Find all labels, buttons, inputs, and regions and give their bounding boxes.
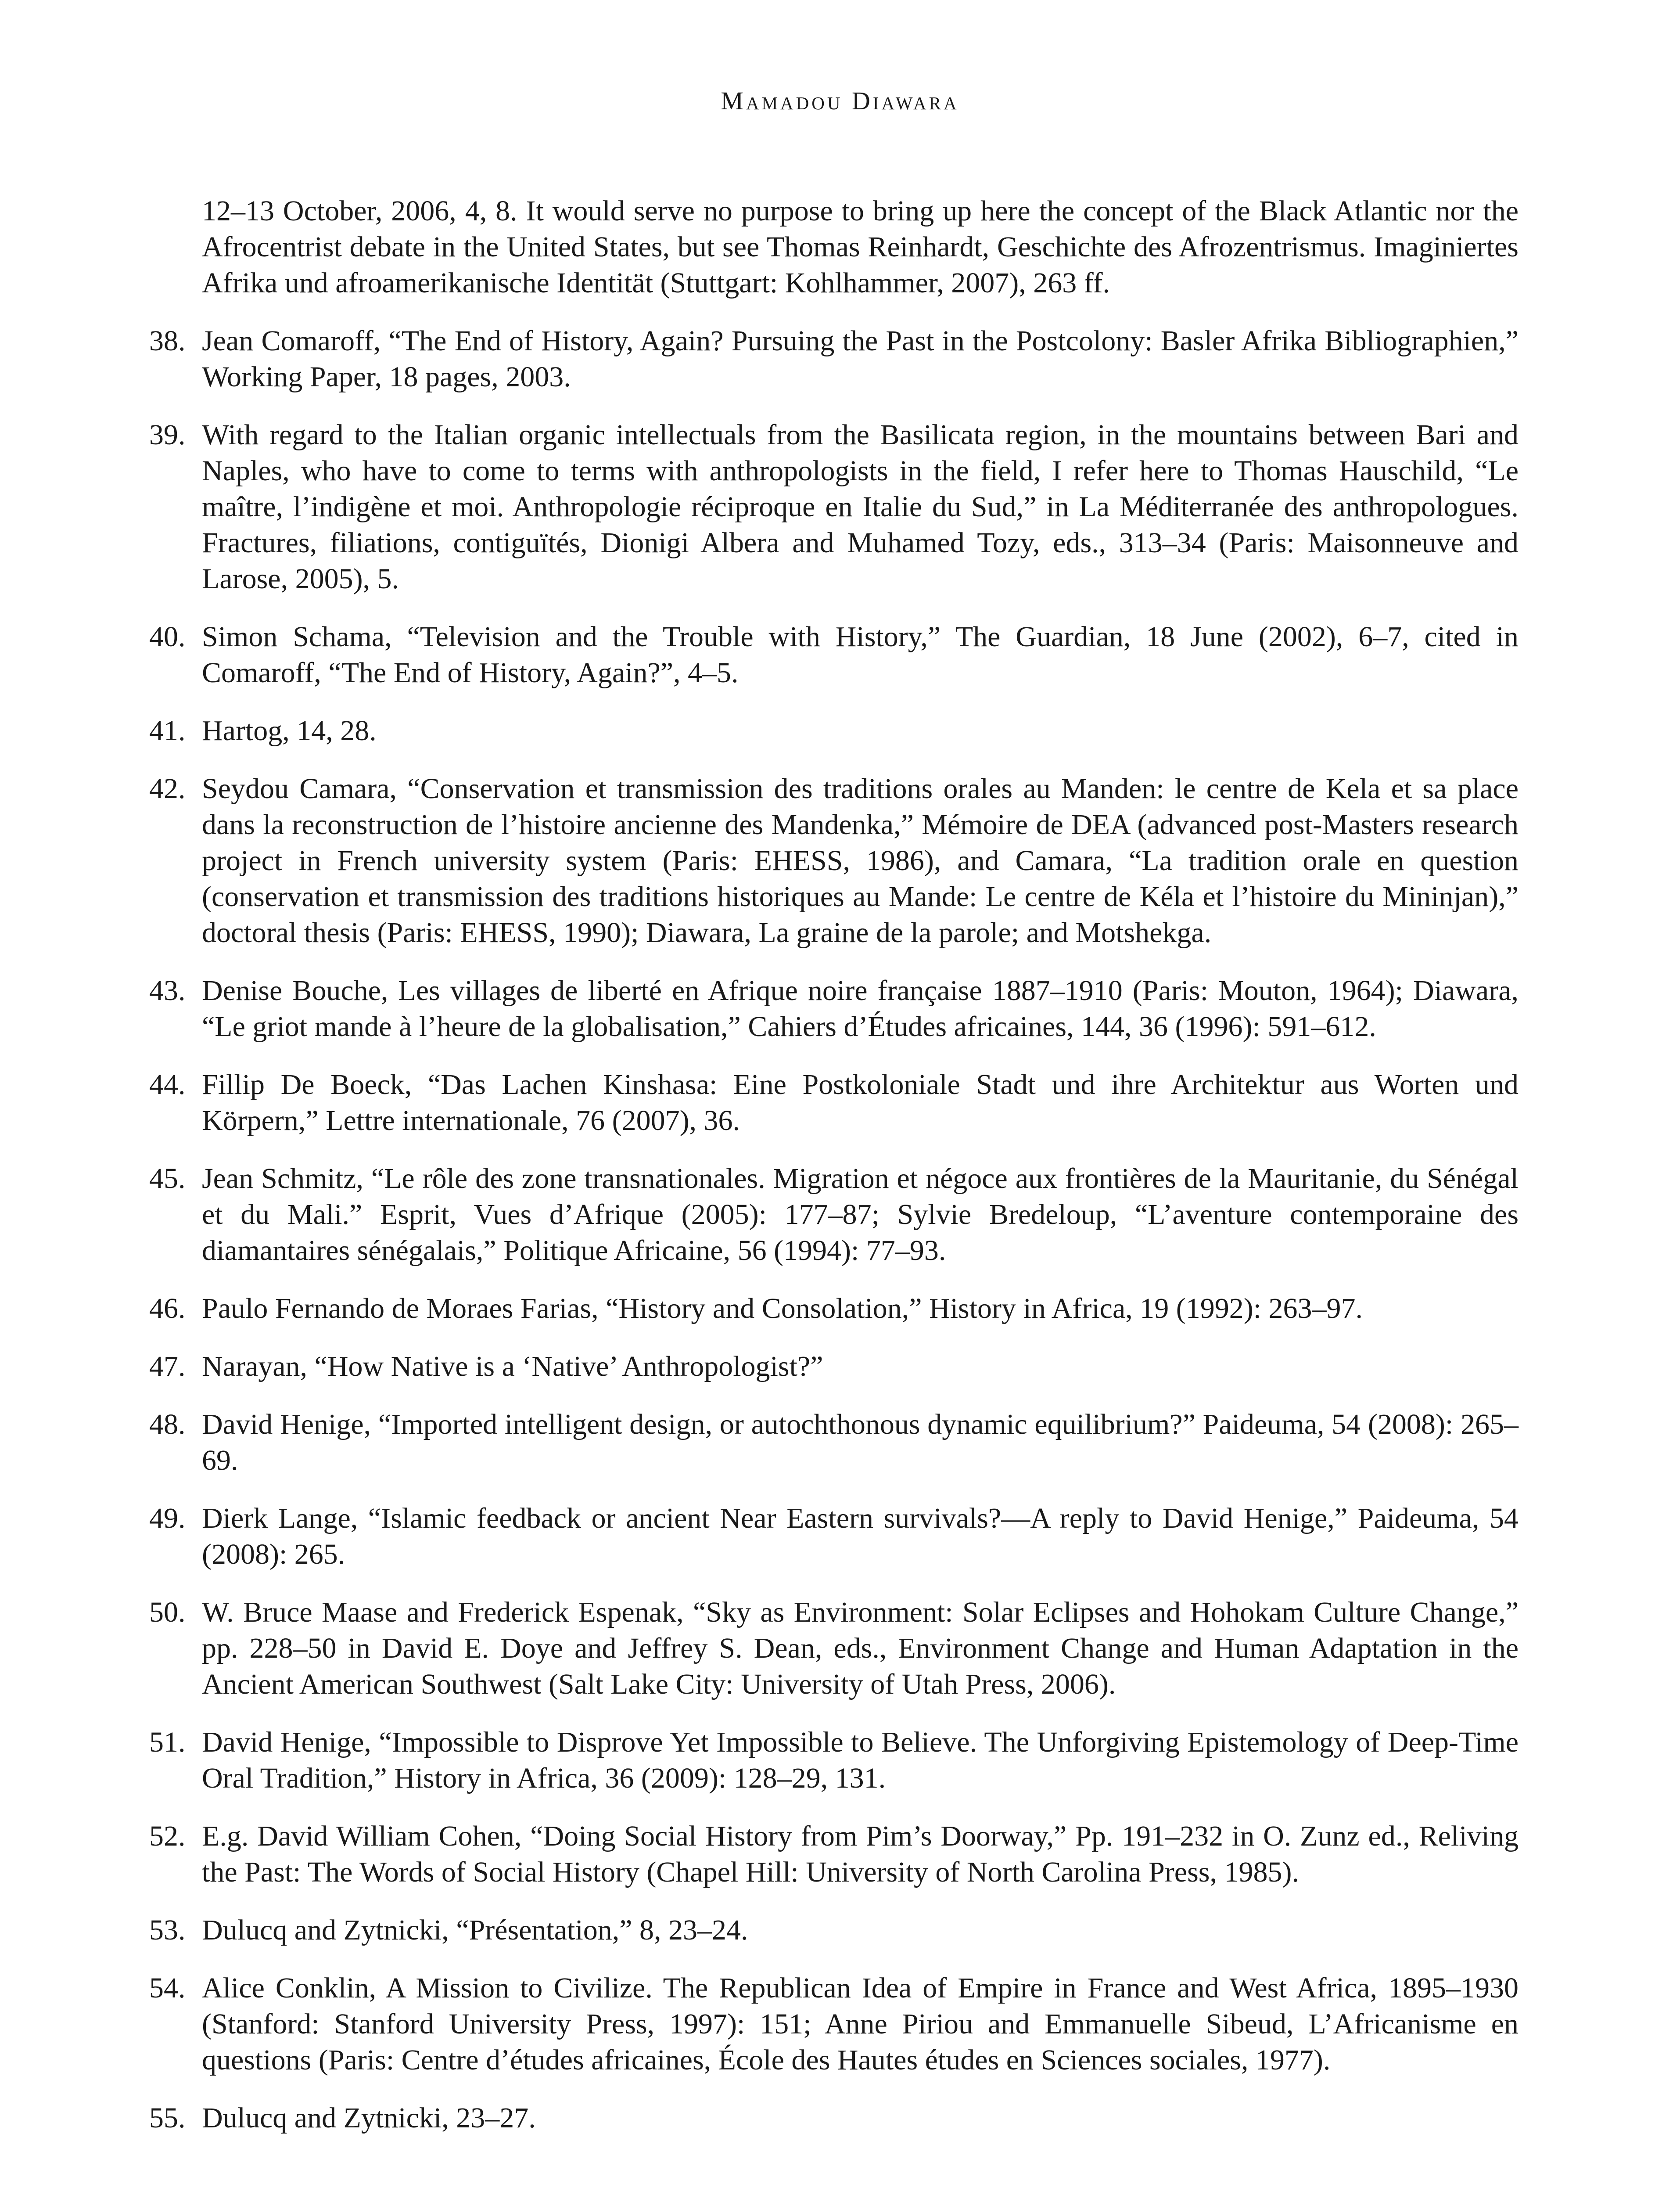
endnote-text: David Henige, “Imported intelligent design, or autochthonous dynamic equilibrium?” Paideuma, 54 (2008): 265–69. (202, 1408, 1518, 1476)
endnote-number: 49. (149, 1502, 186, 1534)
endnote-text: Simon Schama, “Television and the Trouble with History,” The Guardian, 18 June (2002), 6–7, cited in Comaroff, “The End of History, Again?”, 4–5. (202, 621, 1518, 689)
endnote-number: 42. (149, 773, 186, 805)
endnote-number: 41. (149, 715, 186, 747)
endnote-42 (149, 771, 1518, 951)
endnote-39 (149, 417, 1518, 597)
endnote-continuation (202, 193, 1518, 301)
endnote-number: 51. (149, 1726, 186, 1758)
endnote-text: Fillip De Boeck, “Das Lachen Kinshasa: Eine Postkoloniale Stadt und ihre Architektur aus Worten und Körpern,” Lettre internationale, 76 (2007), 36. (202, 1069, 1518, 1137)
endnote-text: Paulo Fernando de Moraes Farias, “History and Consolation,” History in Africa, 19 (1992): 263–97. (202, 1292, 1363, 1324)
endnote-number: 38. (149, 325, 186, 357)
endnote-43 (149, 973, 1518, 1045)
endnote-48 (149, 1407, 1518, 1479)
endnote-40 (149, 619, 1518, 691)
endnote-50 (149, 1594, 1518, 1702)
endnote-number: 46. (149, 1292, 186, 1324)
endnote-51 (149, 1724, 1518, 1796)
endnote-number: 47. (149, 1350, 186, 1382)
endnote-46 (149, 1291, 1518, 1327)
endnote-38 (149, 323, 1518, 395)
endnote-number: 53. (149, 1914, 186, 1946)
endnote-text: Alice Conklin, A Mission to Civilize. The Republican Idea of Empire in France and West Africa, 1895–1930 (Stanford: Stanford University Press, 1997): 151; Anne Piriou and Emmanuelle Sibeud, L’Africanisme en questions (Paris: Centre d’études africaines, École des Hautes études en Sciences sociales, 1977). (202, 1972, 1518, 2076)
endnote-number: 50. (149, 1596, 186, 1628)
endnote-text: Jean Comaroff, “The End of History, Again? Pursuing the Past in the Postcolony: Basler Afrika Bibliographien,” Working Paper, 18 pages, 2003. (202, 325, 1518, 393)
endnote-number: 44. (149, 1069, 186, 1101)
endnote-45 (149, 1161, 1518, 1269)
endnote-text: E.g. David William Cohen, “Doing Social History from Pim’s Doorway,” Pp. 191–232 in O. Zunz ed., Reliving the Past: The Words of Social History (Chapel Hill: University of North Carolina Press, 1985). (202, 1820, 1518, 1888)
endnote-52 (149, 1818, 1518, 1890)
endnote-number: 54. (149, 1972, 186, 2004)
endnote-text: Hartog, 14, 28. (202, 715, 377, 747)
endnote-text: Jean Schmitz, “Le rôle des zone transnationales. Migration et négoce aux frontières de la Mauritanie, du Sénégal et du Mali.” Esprit, Vues d’Afrique (2005): 177–87; Sylvie Bredeloup, “L’aventure contemporaine des diamantaires sénégalais,” Politique Africaine, 56 (1994): 77–93. (202, 1162, 1518, 1267)
endnote-text: Dulucq and Zytnicki, 23–27. (202, 2102, 536, 2134)
endnotes-list (149, 193, 1518, 2158)
endnote-number: 40. (149, 621, 186, 653)
endnote-54 (149, 1970, 1518, 2078)
endnote-49 (149, 1501, 1518, 1572)
endnote-53 (149, 1912, 1518, 1948)
endnote-number: 52. (149, 1820, 186, 1852)
endnote-text: Seydou Camara, “Conservation et transmission des traditions orales au Manden: le centre de Kela et sa place dans la reconstruction de l’histoire ancienne des Mandenka,” Mémoire de DEA (advanced post-Masters research project in French university system (Paris: EHESS, 1986), and Camara, “La tradition orale en question (conservation et transmission des traditions historiques au Mande: Le centre de Kéla et l’histoire du Mininjan),” doctoral thesis (Paris: EHESS, 1990); Diawara, La graine de la parole; and Motshekga. (202, 773, 1518, 949)
endnote-55 (149, 2100, 1518, 2136)
endnote-text: Dulucq and Zytnicki, “Présentation,” 8, 23–24. (202, 1914, 748, 1946)
endnote-number: 43. (149, 975, 186, 1007)
endnote-text: With regard to the Italian organic intellectuals from the Basilicata region, in the mountains between Bari and Naples, who have to come to terms with anthropologists in the field, I refer here to Thomas Hauschild, “Le maître, l’indigène et moi. Anthropologie réciproque en Italie du Sud,” in La Méditerranée des anthropologues. Fractures, filiations, contiguïtés, Dionigi Albera and Muhamed Tozy, eds., 313–34 (Paris: Maisonneuve and Larose, 2005), 5. (202, 419, 1518, 595)
endnote-text: 12–13 October, 2006, 4, 8. It would serve no purpose to bring up here the concept of the Black Atlantic nor the Afrocentrist debate in the United States, but see Thomas Reinhardt, Geschichte des Afrozentrismus. Imaginiertes Afrika und afroamerikanische Identität (Stuttgart: Kohlhammer, 2007), 263 ff. (202, 195, 1518, 299)
endnote-text: Narayan, “How Native is a ‘Native’ Anthropologist?” (202, 1350, 823, 1382)
endnote-text: David Henige, “Impossible to Disprove Yet Impossible to Believe. The Unforgiving Epistemology of Deep-Time Oral Tradition,” History in Africa, 36 (2009): 128–29, 131. (202, 1726, 1518, 1794)
running-header: Mamadou Diawara (721, 86, 959, 115)
endnote-text: Dierk Lange, “Islamic feedback or ancient Near Eastern survivals?—A reply to David Henige,” Paideuma, 54 (2008): 265. (202, 1502, 1518, 1570)
endnote-number: 45. (149, 1162, 186, 1195)
endnote-number: 39. (149, 419, 186, 451)
endnote-number: 55. (149, 2102, 186, 2134)
endnote-text: Denise Bouche, Les villages de liberté en Afrique noire française 1887–1910 (Paris: Mouton, 1964); Diawara, “Le griot mande à l’heure de la globalisation,” Cahiers d’Études africaines, 144, 36 (1996): 591–612. (202, 975, 1518, 1043)
endnote-47 (149, 1349, 1518, 1385)
endnote-44 (149, 1067, 1518, 1139)
endnote-text: W. Bruce Maase and Frederick Espenak, “Sky as Environment: Solar Eclipses and Hohokam Culture Change,” pp. 228–50 in David E. Doye and Jeffrey S. Dean, eds., Environment Change and Human Adaptation in the Ancient American Southwest (Salt Lake City: University of Utah Press, 2006). (202, 1596, 1518, 1700)
endnote-41 (149, 713, 1518, 749)
endnote-number: 48. (149, 1408, 186, 1440)
